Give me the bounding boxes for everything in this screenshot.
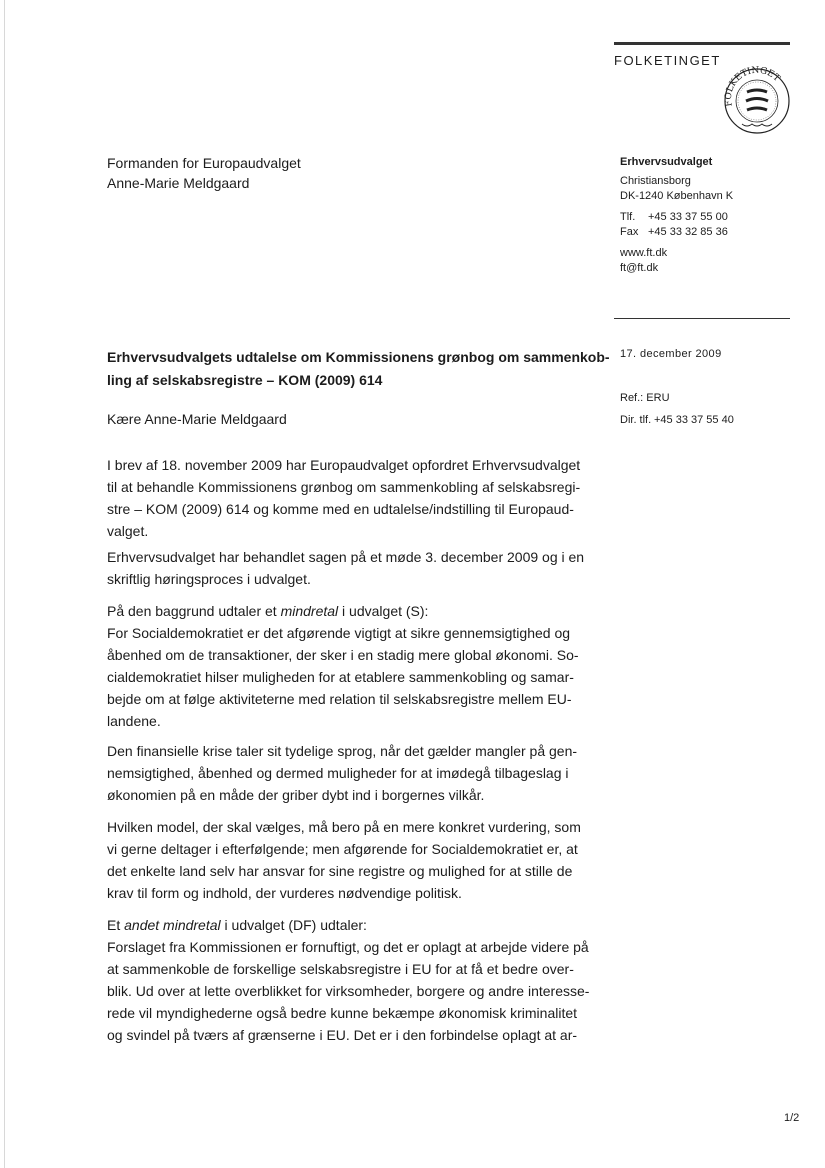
text-segment: nemsigtighed, åbenhed og dermed muligheder for at imødegå tilbageslag i [107, 765, 569, 781]
phone-number: +45 33 37 55 00 [648, 211, 728, 223]
salutation: Kære Anne-Marie Meldgaard [107, 411, 287, 427]
body-line [107, 916, 367, 934]
recipient-line: Formanden for Europaudvalget [107, 155, 301, 171]
text-segment: vi gerne deltager i efterfølgende; men afgørende for Socialdemokratiet er, at [107, 841, 578, 857]
text-segment: krav til form og indhold, der vurderes nødvendige politisk. [107, 885, 462, 901]
body-line [107, 690, 572, 708]
body-line [107, 624, 570, 642]
text-segment: og svindel på tværs af grænserne i EU. Det er i den forbindelse oplagt at ar- [107, 1027, 578, 1043]
text-segment: Den finansielle krise taler sit tydelige sprog, når det gælder mangler på gen- [107, 743, 578, 759]
body-line [107, 786, 484, 804]
phone-label: Tlf. [620, 211, 636, 223]
text-segment: rede vil myndighederne også bedre kunne bekæmpe økonomisk kriminalitet [107, 1005, 578, 1021]
body-line [107, 1004, 577, 1022]
text-segment: til at behandle Kommissionens grønbog om sammenkobling af selskabsregi- [107, 479, 581, 495]
website-link[interactable]: www.ft.dk [620, 247, 668, 259]
body-line [107, 840, 578, 858]
direct-phone: +45 33 37 55 40 [654, 414, 734, 426]
text-segment: Hvilken model, der skal vælges, må bero på en mere konkret vurdering, som [107, 819, 581, 835]
body-line [107, 1026, 577, 1044]
body-line [107, 668, 574, 686]
text-segment: i udvalget (DF) udtaler: [220, 917, 367, 933]
email-link[interactable]: ft@ft.dk [620, 262, 659, 274]
text-segment: skriftlig høringsproces i udvalget. [107, 571, 311, 587]
body-line [107, 862, 572, 880]
body-line [107, 522, 148, 540]
text-segment: blik. Ud over at lette overblikket for virksomheder, borgere og andre interesse- [107, 983, 590, 999]
emphasized-text: mindretal [280, 603, 339, 619]
body-line [107, 818, 581, 836]
body-line [107, 478, 580, 496]
text-segment: cialdemokratiet hilser muligheden for at etablere sammenkobling og samar- [107, 669, 574, 685]
body-line [107, 884, 462, 902]
text-segment: landene. [107, 713, 161, 729]
address-line: Christiansborg [620, 175, 691, 187]
body-line [107, 764, 569, 782]
text-segment: I brev af 18. november 2009 har Europaudvalget opfordret Erhvervsudvalget [107, 457, 581, 473]
committee-name: Erhvervsudvalget [620, 156, 713, 168]
text-segment: stre – KOM (2009) 614 og komme med en udtalelse/indstilling til Europaud- [107, 501, 574, 517]
text-segment: valget. [107, 523, 149, 539]
body-line [107, 982, 589, 1000]
text-segment: Et [107, 917, 125, 933]
text-segment: Erhvervsudvalget har behandlet sagen på et møde 3. december 2009 og i en [107, 549, 585, 565]
body-line [107, 646, 579, 664]
fax-label: Fax [620, 226, 639, 238]
body-line [107, 712, 161, 730]
body-line [107, 570, 311, 588]
scan-edge [4, 0, 5, 1168]
body-line [107, 602, 428, 620]
page-number: 1/2 [784, 1112, 800, 1124]
body-line [107, 938, 589, 956]
body-line [107, 742, 577, 760]
text-segment: bejde om at følge aktiviteterne med relation til selskabsregistre mellem EU- [107, 691, 572, 707]
direct-phone-label: Dir. tlf. [620, 414, 652, 426]
text-segment: På den baggrund udtaler et [107, 603, 281, 619]
letter-title: Erhvervsudvalgets udtalelse om Kommissionens grønbog om sammenkob- [107, 349, 610, 365]
text-segment: økonomien på en måde der griber dybt ind i borgernes vilkår. [107, 787, 485, 803]
phone-line [620, 210, 728, 224]
body-line [107, 500, 574, 518]
side-rule [614, 318, 790, 319]
fax-line [620, 225, 728, 239]
emphasized-text: andet mindretal [124, 917, 221, 933]
text-segment: det enkelte land selv har ansvar for sine registre og mulighed for at stille de [107, 863, 573, 879]
recipient-line: Anne-Marie Meldgaard [107, 175, 250, 191]
direct-phone-line [620, 413, 734, 427]
folketinget-seal [722, 66, 792, 141]
letter-date: 17. december 2009 [620, 348, 722, 360]
text-segment: åbenhed om de transaktioner, der sker i en stadig mere global økonomi. So- [107, 647, 579, 663]
svg-text:FOLKETINGET: FOLKETINGET [723, 66, 782, 108]
text-segment: For Socialdemokratiet er det afgørende vigtigt at sikre gennemsigtighed og [107, 625, 571, 641]
address-line: DK-1240 København K [620, 190, 734, 202]
text-segment: Forslaget fra Kommissionen er fornuftigt, og det er oplagt at arbejde videre på [107, 939, 589, 955]
fax-number: +45 33 32 85 36 [648, 226, 728, 238]
body-line [107, 456, 580, 474]
letter-title: ling af selskabsregistre – KOM (2009) 614 [107, 372, 383, 388]
org-name: FOLKETINGET [614, 53, 721, 68]
header-rule [614, 42, 790, 45]
body-line [107, 960, 574, 978]
text-segment: at sammenkoble de forskellige selskabsregistre i EU for at få et bedre over- [107, 961, 574, 977]
text-segment: i udvalget (S): [338, 603, 429, 619]
reference: Ref.: ERU [620, 392, 670, 404]
body-line [107, 548, 584, 566]
